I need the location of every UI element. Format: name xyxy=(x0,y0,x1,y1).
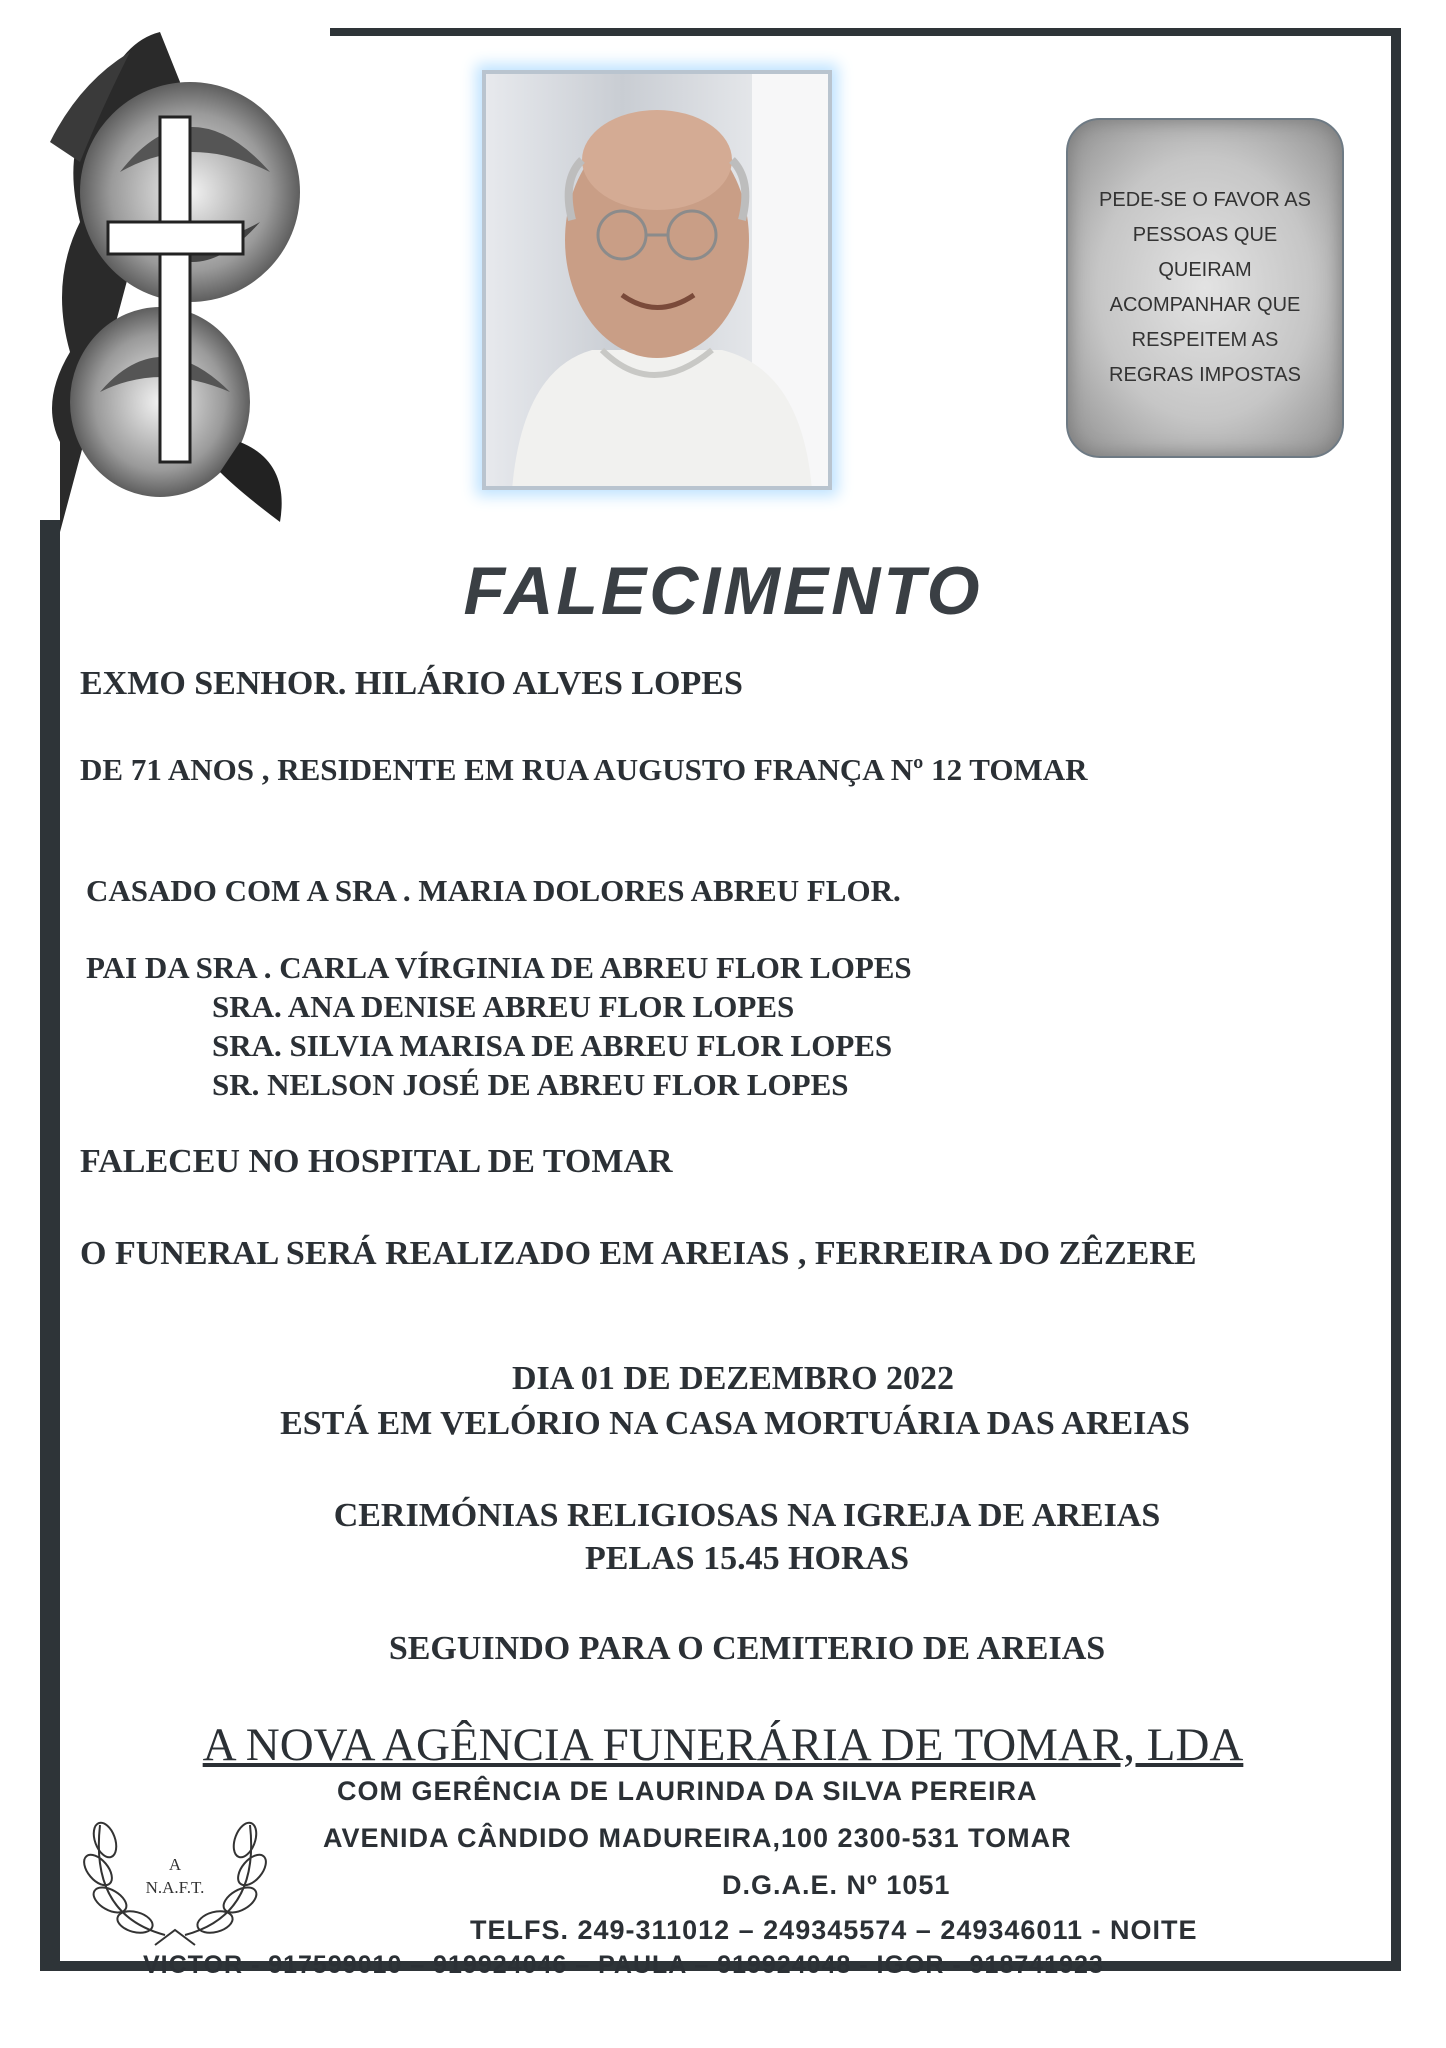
notice-box xyxy=(1066,118,1344,458)
agency-phones: TELFS. 249-311012 – 249345574 – 249346011 - NOITE xyxy=(470,1915,1198,1945)
svg-text:A: A xyxy=(168,1855,182,1874)
age-residence: DE 71 ANOS , RESIDENTE EM RUA AUGUSTO FRANÇA Nº 12 TOMAR xyxy=(80,752,1088,787)
notice-text: PEDE-SE O FAVOR AS PESSOAS QUE QUEIRAM ACOMPANHAR QUE RESPEITEM AS REGRAS IMPOSTAS xyxy=(1099,189,1311,386)
svg-text:N.A.F.T.: N.A.F.T. xyxy=(145,1878,205,1897)
child-line-1: PAI DA SRA . CARLA VÍRGINIA DE ABREU FLOR LOPES xyxy=(86,950,912,985)
ceremony-line: CERIMÓNIAS RELIGIOSAS NA IGREJA DE AREIAS xyxy=(333,1497,1161,1534)
child-line-2: SRA. ANA DENISE ABREU FLOR LOPES xyxy=(212,989,795,1024)
portrait-photo xyxy=(482,70,832,490)
agency-management: COM GERÊNCIA DE LAURINDA DA SILVA PEREIRA xyxy=(337,1776,1038,1806)
agency-contacts: VICTOR - 917599010 – 919924046 – PAULA – 919924048 - IGOR - 918741923 xyxy=(143,1951,1104,1979)
frame-right-border xyxy=(1391,28,1401,1971)
death-place: FALECEU NO HOSPITAL DE TOMAR xyxy=(80,1143,673,1180)
roses-cross-illustration xyxy=(40,22,300,532)
agency-name: A NOVA AGÊNCIA FUNERÁRIA DE TOMAR, LDA xyxy=(202,1719,1244,1771)
funeral-place: O FUNERAL SERÁ REALIZADO EM AREIAS , FERREIRA DO ZÊZERE xyxy=(80,1235,1197,1272)
nafT-wreath-logo xyxy=(70,1785,280,1955)
agency-address: AVENIDA CÂNDIDO MADUREIRA,100 2300-531 TOMAR xyxy=(323,1823,1072,1853)
frame-top-border xyxy=(330,28,1398,36)
spouse-line: CASADO COM A SRA . MARIA DOLORES ABREU FLOR. xyxy=(86,873,901,908)
wake-line: ESTÁ EM VELÓRIO NA CASA MORTUÁRIA DAS AREIAS xyxy=(280,1405,1190,1442)
page-title: FALECIMENTO xyxy=(463,553,983,629)
child-line-3: SRA. SILVIA MARISA DE ABREU FLOR LOPES xyxy=(212,1028,893,1063)
deceased-name: EXMO SENHOR. HILÁRIO ALVES LOPES xyxy=(80,665,743,702)
agency-license: D.G.A.E. Nº 1051 xyxy=(722,1870,951,1900)
date-line: DIA 01 DE DEZEMBRO 2022 xyxy=(511,1360,955,1397)
child-line-4: SR. NELSON JOSÉ DE ABREU FLOR LOPES xyxy=(212,1067,849,1102)
cemetery-line: SEGUINDO PARA O CEMITERIO DE AREIAS xyxy=(388,1630,1106,1667)
time-line: PELAS 15.45 HORAS xyxy=(585,1540,909,1577)
